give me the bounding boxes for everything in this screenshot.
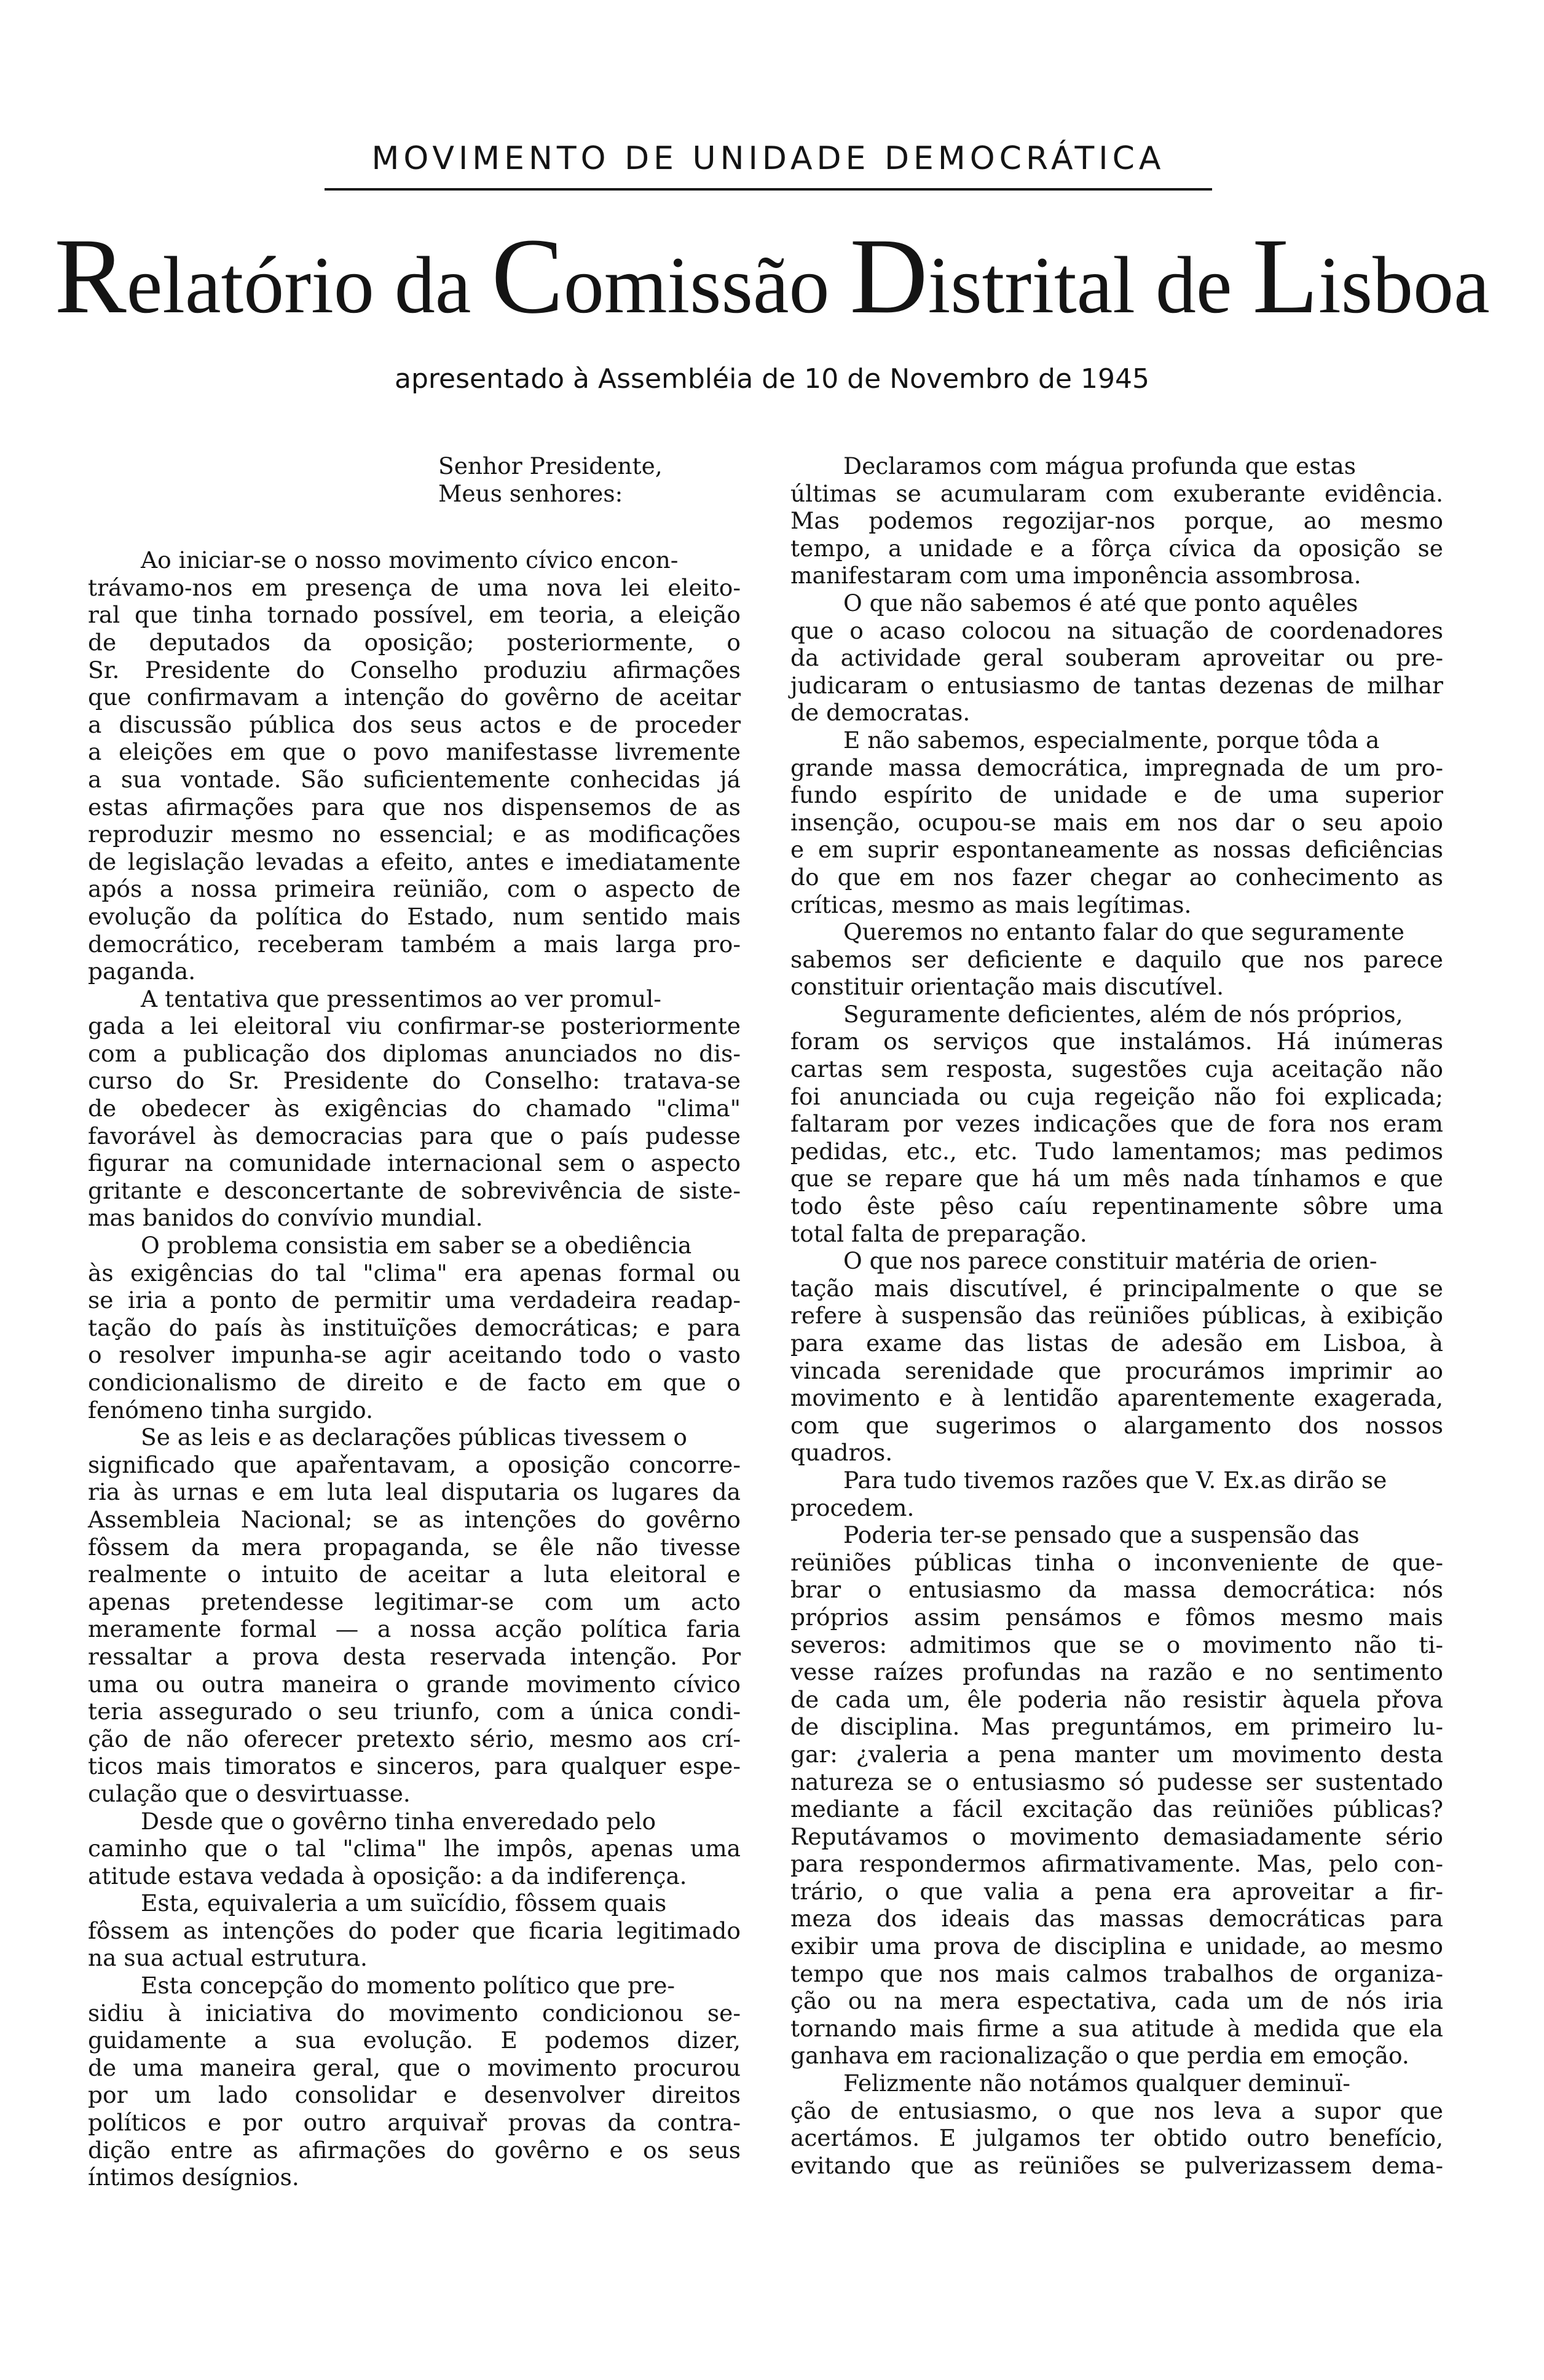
text-line: ressaltar a prova desta reservada intenção. Por (88, 1642, 741, 1670)
text-line: a eleições em que o povo manifestasse livremente (88, 738, 741, 766)
text-line: Desde que o govêrno tinha enveredado pelo (141, 1807, 656, 1835)
text-line: por um lado consolidar e desenvolver direitos (88, 2081, 741, 2109)
text-line: com a publicação dos diplomas anunciados no dis- (88, 1039, 741, 1067)
text-line: mediante a fácil excitação das reüniões públicas? (790, 1795, 1443, 1823)
text-line: natureza se o entusiasmo só pudesse ser sustentado (790, 1768, 1443, 1795)
text-line: Para tudo tivemos razões que V. Ex.as dirão se (843, 1466, 1387, 1494)
text-line: reüniões públicas tinha o inconveniente de que- (790, 1548, 1443, 1576)
title-word: isboa (1318, 240, 1490, 330)
paragraph-gap (88, 507, 741, 546)
text-line: tação do país às instituïções democráticas; e para (88, 1314, 741, 1341)
text-line: O que não sabemos é até que ponto aquêles (843, 589, 1358, 617)
text-line: exibir uma prova de disciplina e unidade, ao mesmo (790, 1933, 1443, 1960)
text-line: culação que o desvirtuasse. (88, 1779, 411, 1807)
text-line: judicaram o entusiasmo de tantas dezenas de milhar (790, 671, 1443, 699)
text-line: fôssem as intenções do poder que ficaria legitimado (88, 1917, 741, 1944)
text-line: curso do Sr. Presidente do Conselho: tratava-se (88, 1067, 741, 1095)
text-line: próprios assim pensámos e fômos mesmo mais (790, 1603, 1443, 1631)
text-line: teria assegurado o seu triunfo, com a única condi- (88, 1698, 741, 1725)
title-word: omissão (563, 240, 850, 330)
text-line: condicionalismo de direito e de facto em que o (88, 1369, 741, 1396)
text-line: meza dos ideais das massas democráticas para (790, 1905, 1443, 1933)
text-line: e em suprir espontaneamente as nossas deficiências (790, 836, 1443, 864)
text-line: de legislação levadas a efeito, antes e imediatamente (88, 848, 741, 875)
text-line: manifestaram com uma imponência assombrosa. (790, 562, 1361, 589)
text-line: de deputados da oposição; posteriormente, o (88, 628, 741, 656)
text-line: E não sabemos, especialmente, porque tôda a (843, 726, 1380, 754)
right-column (790, 452, 1443, 2179)
left-column (88, 452, 741, 2191)
text-line: sabemos ser deficiente e daquilo que nos parece (790, 945, 1443, 973)
text-line: tação mais discutível, é principalmente o que se (790, 1274, 1443, 1302)
text-line: Declaramos com mágua profunda que estas (843, 452, 1356, 479)
text-line: ria às urnas e em luta leal disputaria os lugares da (88, 1478, 741, 1506)
text-line: de disciplina. Mas preguntámos, em primeiro lu- (790, 1713, 1443, 1741)
text-line: gar: ¿valeria a pena manter um movimento desta (790, 1740, 1443, 1768)
text-line: para respondermos afirmativamente. Mas, pelo con- (790, 1850, 1443, 1878)
text-line: ção ou na mera espectativa, cada um de nós iria (790, 1987, 1443, 2015)
text-line: Seguramente deficientes, além de nós próprios, (843, 1000, 1403, 1028)
text-line: ticos mais timoratos e sinceros, para qualquer espe- (88, 1752, 741, 1780)
text-line: políticos e por outro arquivař provas da contra- (88, 2109, 741, 2137)
text-line: gritante e desconcertante de sobrevivência de siste- (88, 1176, 741, 1204)
text-line: evitando que as reüniões se pulverizassem dema- (790, 2151, 1443, 2179)
text-line: mas banidos do convívio mundial. (88, 1204, 483, 1232)
text-line: fundo espírito de unidade e de uma superior (790, 781, 1443, 809)
text-line: fôssem da mera propaganda, se êle não tivesse (88, 1533, 741, 1561)
text-line: a discussão pública dos seus actos e de proceder (88, 711, 741, 738)
text-line: após a nossa primeira reünião, com o aspecto de (88, 875, 741, 903)
text-line: Se as leis e as declarações públicas tivessem o (141, 1424, 687, 1451)
text-line: cartas sem resposta, sugestões cuja aceitação não (790, 1055, 1443, 1083)
text-line: guidamente a sua evolução. E podemos dizer, (88, 2027, 741, 2054)
text-line: estas afirmações para que nos dispensemos de as (88, 793, 741, 821)
text-line: tornando mais firme a sua atitude à medida que ela (790, 2014, 1443, 2042)
text-line: refere à suspensão das reüniões públicas, à exibição (790, 1302, 1443, 1330)
text-line: tempo, a unidade e a fôrça cívica da oposição se (790, 534, 1443, 562)
text-line: democrático, receberam também a mais larga pro- (88, 930, 741, 958)
text-line: tempo que nos mais calmos trabalhos de organiza- (790, 1960, 1443, 1987)
report-subtitle: apresentado à Assembléia de 10 de Novembro de 1945 (395, 363, 1149, 395)
text-line: do que em nos fazer chegar ao conhecimento as (790, 863, 1443, 891)
text-line: ganhava em racionalização o que perdia em emoção. (790, 2042, 1409, 2070)
text-line: Assembleia Nacional; se as intenções do govêrno (88, 1505, 741, 1533)
text-line: grande massa democrática, impregnada de um pro- (790, 754, 1443, 781)
text-line: figurar na comunidade internacional sem o aspecto (88, 1149, 741, 1177)
text-line: reproduzir mesmo no essencial; e as modificações (88, 821, 741, 848)
text-line: da actividade geral souberam aproveitar ou pre- (790, 644, 1443, 672)
title-word: elatório da (126, 240, 492, 330)
text-line: apenas pretendesse legitimar-se com um acto (88, 1588, 741, 1615)
text-line: severos: admitimos que se o movimento não ti- (790, 1631, 1443, 1658)
heading-underline (325, 188, 1212, 191)
text-line: críticas, mesmo as mais legítimas. (790, 891, 1192, 918)
text-line: ção de não oferecer pretexto sério, mesmo aos crí- (88, 1725, 741, 1752)
title-initial: L (1252, 216, 1319, 336)
text-line: de cada um, êle poderia não resistir àquela přova (790, 1685, 1443, 1713)
report-title (0, 216, 1544, 336)
text-line: vesse raízes profundas na razão e no sentimento (790, 1658, 1443, 1686)
text-line: todo êste pêso caíu repentinamente sôbre uma (790, 1192, 1443, 1220)
text-line: foi anunciada ou cuja regeição não foi explicada; (790, 1082, 1443, 1110)
text-line: sidiu à iniciativa do movimento condicionou se- (88, 1999, 741, 2027)
text-line: com que sugerimos o alargamento dos nossos (790, 1411, 1443, 1439)
text-line: total falta de preparação. (790, 1220, 1087, 1247)
movement-heading: MOVIMENTO DE UNIDADE DEMOCRÁTICA (371, 140, 1165, 177)
text-line: que se repare que há um mês nada tínhamos e que (790, 1165, 1443, 1192)
text-line: Esta concepção do momento político que pre- (141, 1972, 676, 2000)
text-line: meramente formal — a nossa acção política faria (88, 1615, 741, 1643)
text-line: que confirmavam a intenção do govêrno de aceitar (88, 684, 741, 711)
text-line: vincada serenidade que procurámos imprimir ao (790, 1357, 1443, 1384)
text-line: Felizmente não notámos qualquer deminuï- (843, 2070, 1350, 2097)
text-line: procedem. (790, 1494, 915, 1521)
text-line: O que nos parece constituir matéria de orien- (843, 1247, 1377, 1275)
text-line: acertámos. E julgamos ter obtido outro benefício, (790, 2124, 1443, 2152)
text-line: fenómeno tinha surgido. (88, 1396, 374, 1424)
text-line: movimento e à lentidão aparentemente exagerada, (790, 1384, 1443, 1412)
text-line: O problema consistia em saber se a obediência (141, 1232, 692, 1259)
title-word: istrital de (928, 240, 1253, 330)
text-line: Mas podemos regozijar-nos porque, ao mesmo (790, 507, 1443, 535)
text-line: gada a lei eleitoral viu confirmar-se posteriormente (88, 1012, 741, 1040)
text-line: trário, o que valia a pena era aproveitar a fir- (790, 1877, 1443, 1905)
text-line: de obedecer às exigências do chamado "clima" (88, 1095, 741, 1122)
text-line: ral que tinha tornado possível, em teoria, a eleição (88, 601, 741, 629)
text-line: Esta, equivaleria a um suïcídio, fôssem quais (141, 1889, 667, 1917)
text-line: o resolver impunha-se agir aceitando todo o vasto (88, 1341, 741, 1369)
text-line: quadros. (790, 1439, 893, 1467)
text-line: evolução da política do Estado, num sentido mais (88, 902, 741, 930)
text-line: últimas se acumularam com exuberante evidência. (790, 479, 1443, 507)
text-line: de uma maneira geral, que o movimento procurou (88, 2054, 741, 2081)
text-line: Reputávamos o movimento demasiadamente sério (790, 1822, 1443, 1850)
title-initial: C (491, 216, 564, 336)
text-line: íntimos desígnios. (88, 2164, 299, 2191)
text-line: a sua vontade. São suficientemente conhecidas já (88, 765, 741, 793)
text-line: Poderia ter-se pensado que a suspensão das (843, 1521, 1360, 1549)
text-line: A tentativa que pressentimos ao ver promul- (141, 985, 661, 1012)
text-line: atitude estava vedada à oposição: a da indiferença. (88, 1862, 687, 1889)
text-line: de democratas. (790, 699, 971, 727)
text-line: na sua actual estrutura. (88, 1944, 368, 1972)
text-line: às exigências do tal "clima" era apenas formal ou (88, 1259, 741, 1287)
text-line: pedidas, etc., etc. Tudo lamentamos; mas pedimos (790, 1137, 1443, 1165)
text-line: significado que apařentavam, a oposição concorre- (88, 1451, 741, 1478)
title-initial: R (54, 216, 127, 336)
salutation-line: Senhor Presidente, (438, 452, 663, 479)
text-line: Queremos no entanto falar do que seguramente (843, 918, 1404, 946)
text-line: faltaram por vezes indicações que de fora nos eram (790, 1110, 1443, 1138)
text-line: para exame das listas de adesão em Lisboa, à (790, 1330, 1443, 1357)
text-line: brar o entusiasmo da massa democrática: nós (790, 1576, 1443, 1604)
text-line: caminho que o tal "clima" lhe impôs, apenas uma (88, 1835, 741, 1862)
text-line: realmente o intuito de aceitar a luta eleitoral e (88, 1561, 741, 1588)
text-line: dição entre as afirmações do govêrno e os seus (88, 2136, 741, 2164)
text-line: trávamo-nos em presença de uma nova lei eleito- (88, 573, 741, 601)
title-initial: D (849, 216, 928, 336)
text-line: uma ou outra maneira o grande movimento cívico (88, 1670, 741, 1698)
text-line: ção de entusiasmo, o que nos leva a supor que (790, 2097, 1443, 2124)
text-line: que o acaso colocou na situação de coordenadores (790, 617, 1443, 644)
text-line: insenção, ocupou-se mais em nos dar o seu apoio (790, 808, 1443, 836)
salutation-line: Meus senhores: (438, 479, 623, 507)
text-line: Ao iniciar-se o nosso movimento cívico encon- (141, 546, 679, 574)
text-line: se iria a ponto de permitir uma verdadeira readap- (88, 1287, 741, 1314)
text-line: foram os serviços que instalámos. Há inúmeras (790, 1028, 1443, 1055)
text-line: paganda. (88, 958, 196, 985)
text-line: Sr. Presidente do Conselho produziu afirmações (88, 656, 741, 684)
text-line: constituir orientação mais discutível. (790, 973, 1224, 1001)
text-line: favorável às democracias para que o país pudesse (88, 1122, 741, 1149)
